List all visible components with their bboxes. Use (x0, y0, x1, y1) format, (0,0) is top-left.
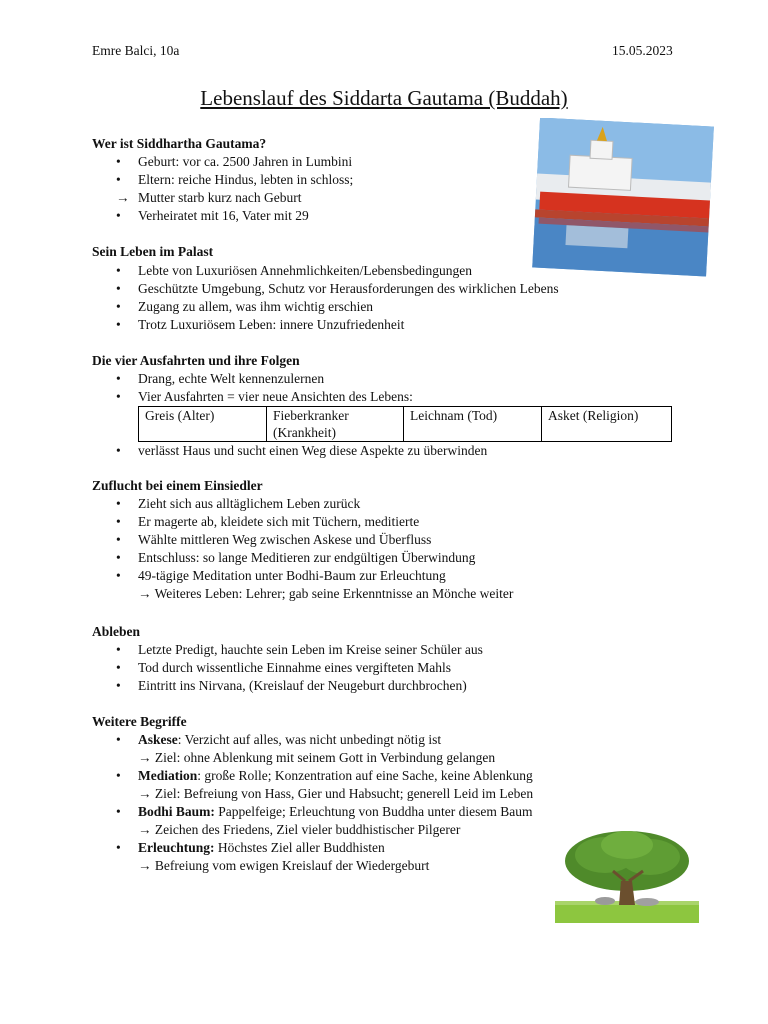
section-heading-hermit: Zuflucht bei einem Einsiedler (92, 478, 263, 493)
list-item: • Drang, echte Welt kennenzulernen (116, 371, 325, 386)
list-item: • Er magerte ab, kleidete sich mit Tüchern, meditierte (116, 514, 420, 529)
table-cell: Asket (Religion) (542, 407, 672, 442)
sub-item: → Ziel: Befreiung von Hass, Gier und Habsucht; generell Leid im Leben (138, 786, 534, 801)
list-item: • Bodhi Baum: Pappelfeige; Erleuchtung von Buddha unter diesem Baum (116, 804, 533, 819)
list-item: • Trotz Luxuriösem Leben: innere Unzufriedenheit (116, 317, 405, 332)
list-item: • Eltern: reiche Hindus, lebten in schloss; (116, 172, 354, 187)
list-item: • Mediation: große Rolle; Konzentration auf eine Sache, keine Ablenkung (116, 768, 533, 783)
section-heading-who: Wer ist Siddhartha Gautama? (92, 136, 267, 151)
list-item: • Lebte von Luxuriösen Annehmlichkeiten/Lebensbedingungen (116, 263, 473, 278)
author-label: Emre Balci, 10a (92, 43, 180, 58)
section-heading-palace: Sein Leben im Palast (92, 244, 214, 259)
list-item: • Letzte Predigt, hauchte sein Leben im Kreise seiner Schüler aus (116, 642, 483, 657)
list-item: • 49-tägige Meditation unter Bodhi-Baum zur Erleuchtung (116, 568, 446, 583)
aspects-table (138, 406, 672, 442)
sub-item: → Weiteres Leben: Lehrer; gab seine Erkenntnisse an Mönche weiter (138, 586, 514, 601)
list-item: • Geburt: vor ca. 2500 Jahren in Lumbini (116, 154, 353, 169)
sub-item: → Ziel: ohne Ablenkung mit seinem Gott in Verbindung gelangen (138, 750, 496, 765)
list-item: • Wählte mittleren Weg zwischen Askese und Überfluss (116, 532, 432, 547)
list-item: • Erleuchtung: Höchstes Ziel aller Buddhisten (116, 840, 385, 855)
section-heading-outings: Die vier Ausfahrten und ihre Folgen (92, 353, 300, 368)
list-item: • Tod durch wissentliche Einnahme eines vergifteten Mahls (116, 660, 451, 675)
section-heading-death: Ableben (92, 624, 141, 639)
sub-item: → Befreiung vom ewigen Kreislauf der Wiedergeburt (138, 858, 430, 873)
list-item: • Geschützte Umgebung, Schutz vor Herausforderungen des wirklichen Lebens (116, 281, 559, 296)
table-cell: Greis (Alter) (139, 407, 267, 442)
table-cell: Fieberkranker (Krankheit) (267, 407, 404, 442)
list-item: • Vier Ausfahrten = vier neue Ansichten des Lebens: (116, 389, 413, 404)
list-item: • Zugang zu allem, was ihm wichtig erschien (116, 299, 374, 314)
temple-photo (528, 118, 718, 278)
list-item: • Entschluss: so lange Meditieren zur endgültigen Überwindung (116, 550, 476, 565)
list-item: • Eintritt ins Nirvana, (Kreislauf der Neugeburt durchbrochen) (116, 678, 467, 693)
table-row (139, 407, 672, 442)
list-item: • Verheiratet mit 16, Vater mit 29 (116, 208, 309, 223)
sub-item: → Zeichen des Friedens, Ziel vieler buddhistischer Pilgerer (138, 822, 461, 837)
list-item: • verlässt Haus und sucht einen Weg diese Aspekte zu überwinden (116, 443, 488, 458)
date-label: 15.05.2023 (612, 43, 673, 58)
list-item: → Mutter starb kurz nach Geburt (116, 190, 302, 205)
list-item: • Zieht sich aus alltäglichem Leben zurück (116, 496, 361, 511)
document-title: Lebenslauf des Siddarta Gautama (Buddah) (200, 86, 568, 110)
list-item: • Askese: Verzicht auf alles, was nicht unbedingt nötig ist (116, 732, 442, 747)
section-heading-terms: Weitere Begriffe (92, 714, 187, 729)
table-cell: Leichnam (Tod) (404, 407, 542, 442)
bodhi-tree-photo (555, 825, 699, 923)
